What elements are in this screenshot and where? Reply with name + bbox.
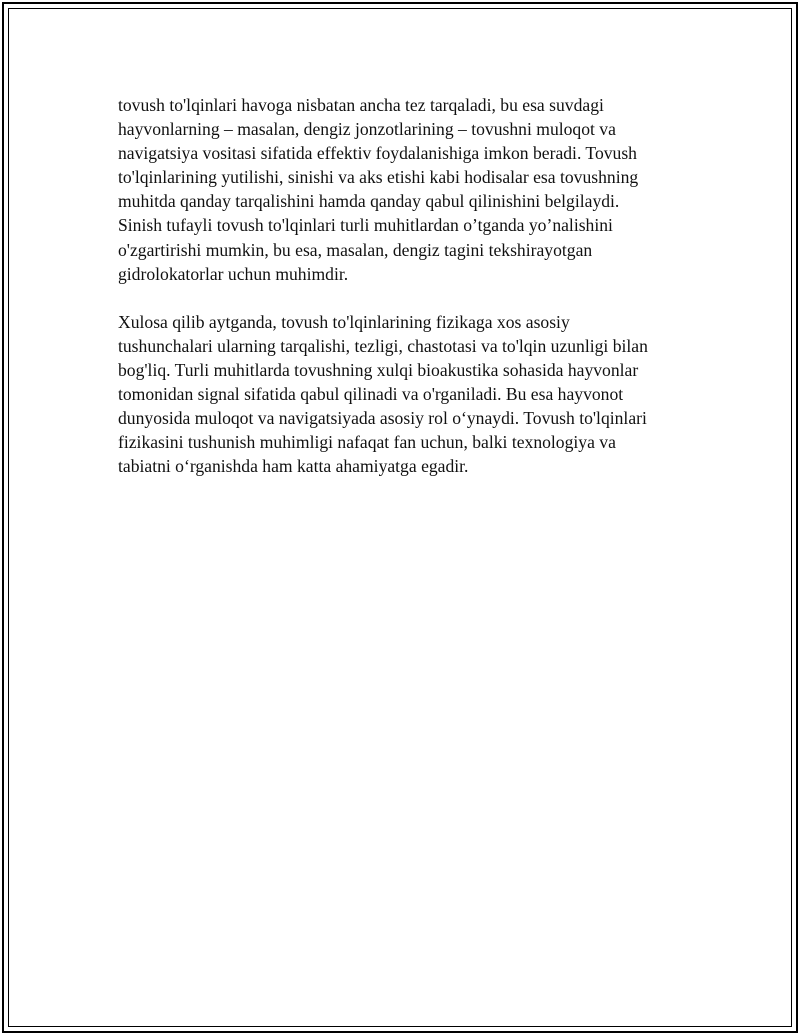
text-line: gidrolokatorlar uchun muhimdir.	[118, 263, 349, 284]
paragraph-1	[118, 93, 678, 286]
text-line: muhitda qanday tarqalishini hamda qanday qabul qilinishini belgilaydi.	[118, 191, 620, 212]
text-line: tushunchalari ularning tarqalishi, tezligi, chastotasi va to'lqin uzunligi bilan	[118, 335, 648, 356]
text-line: Sinish tufayli tovush to'lqinlari turli muhitlardan o’tganda yo’nalishini	[118, 215, 613, 236]
text-line: hayvonlarning – masalan, dengiz jonzotlarining – tovushni muloqot va	[118, 119, 616, 140]
document-body	[118, 93, 678, 503]
text-line: bog'liq. Turli muhitlarda tovushning xulqi bioakustika sohasida hayvonlar	[118, 360, 639, 381]
text-line: fizikasini tushunish muhimligi nafaqat fan uchun, balki texnologiya va	[118, 432, 616, 453]
paragraph-2	[118, 310, 678, 479]
text-line: dunyosida muloqot va navigatsiyada asosiy rol o‘ynaydi. Tovush to'lqinlari	[118, 408, 647, 429]
text-line: o'zgartirishi mumkin, bu esa, masalan, dengiz tagini tekshirayotgan	[118, 239, 593, 260]
text-line: tovush to'lqinlari havoga nisbatan ancha tez tarqaladi, bu esa suvdagi	[118, 95, 604, 115]
text-line: Xulosa qilib aytganda, tovush to'lqinlarining fizikaga xos asosiy	[118, 311, 570, 332]
text-line: to'lqinlarining yutilishi, sinishi va aks etishi kabi hodisalar esa tovushning	[118, 167, 639, 188]
text-line: navigatsiya vositasi sifatida effektiv foydalanishiga imkon beradi. Tovush	[118, 143, 637, 164]
text-line: tomonidan signal sifatida qabul qilinadi va o'rganiladi. Bu esa hayvonot	[118, 384, 624, 405]
text-line: tabiatni o‘rganishda ham katta ahamiyatga egadir.	[118, 456, 469, 477]
